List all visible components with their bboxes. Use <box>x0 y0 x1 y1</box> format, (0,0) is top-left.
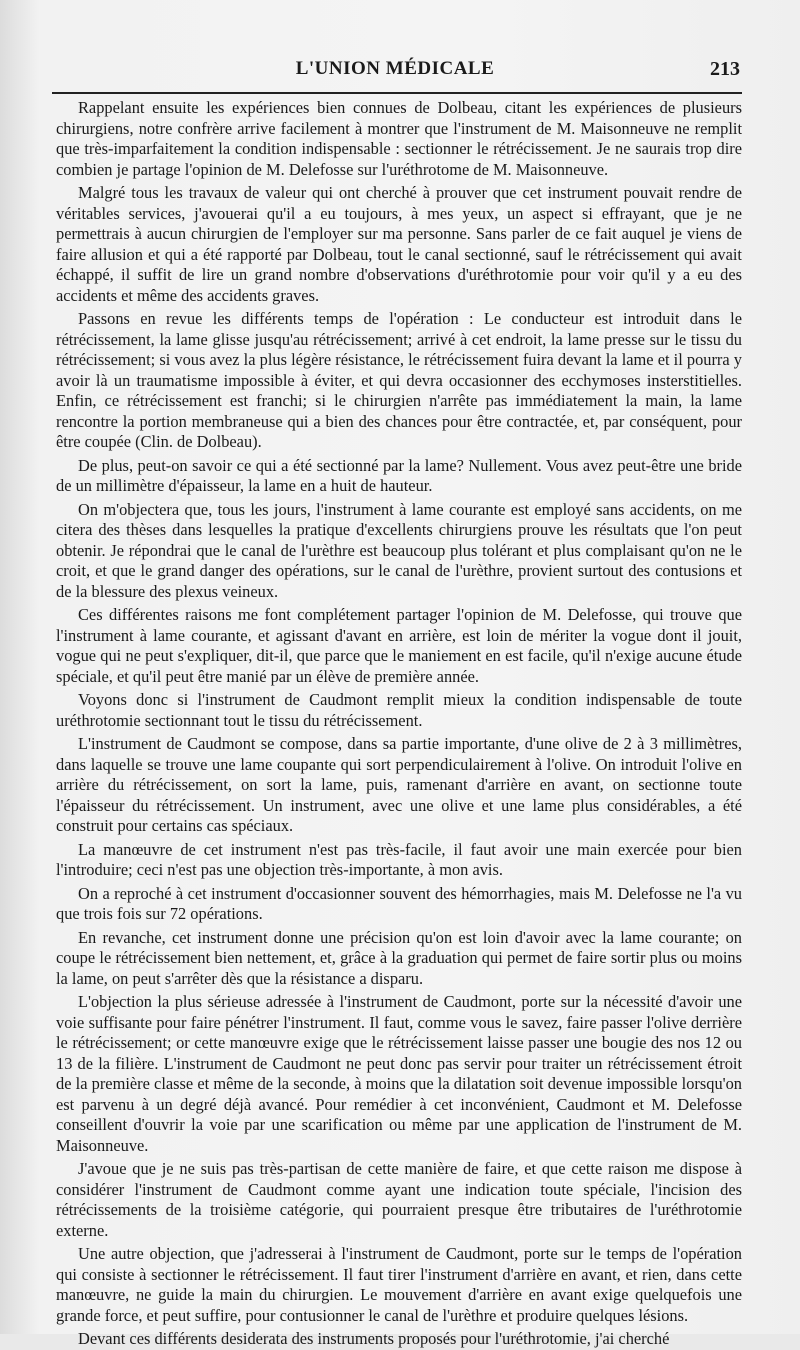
paragraph: Malgré tous les travaux de valeur qui ont cherché à prouver que cet instrument pouvait rendre de véritables services, j'avouerai qu'il a eu toujours, à mes yeux, un aspect si effrayant, que je ne permettrais à aucun chirurgien de l'employer sur ma personne. Sans parler de ce fait auquel je viens de faire allusion et qui a été rapporté par Dolbeau, tout le canal sectionné, sauf le rétrécissement qui avait échappé, il suffit de lire un grand nombre d'observations d'uréthrotomie pour voir qu'il y a eu des accidents et même des accidents graves. <box>56 183 742 305</box>
journal-title: L'UNION MÉDICALE <box>295 58 495 79</box>
paragraph: La manœuvre de cet instrument n'est pas très-facile, il faut avoir une main exercée pour bien l'introduire; ceci n'est pas une objection très-importante, à mon avis. <box>56 839 742 879</box>
paragraph: De plus, peut-on savoir ce qui a été sectionné par la lame? Nullement. Vous avez peut-être une bride de un millimètre d'épaisseur, la lame en a huit de hauteur. <box>56 455 742 495</box>
paragraph: L'instrument de Caudmont se compose, dans sa partie importante, d'une olive de 2 à 3 millimètres, dans laquelle se trouve une lame coupante qui sort perpendiculairement à l'olive. On introduit l'olive en arrière du rétrécissement, on sort la lame, puis, ramenant d'arrière en avant, on sectionne toute l'épaisseur du rétrécissement. Un instrument, avec une olive et une lame plus considérables, a été construit pour certains cas spéciaux. <box>56 734 742 835</box>
paragraph: Ces différentes raisons me font complétement partager l'opinion de M. Delefosse, qui trouve que l'instrument à lame courante, et agissant d'avant en arrière, est loin de mériter la vogue dont il jouit, vogue qui ne peut s'expliquer, dit-il, que parce que le maniement en est facile, qu'il n'exige aucune étude spéciale, et qu'il peut être manié par un élève de première année. <box>56 605 742 686</box>
paragraph: Devant ces différents desiderata des instruments proposés pour l'uréthrotomie, j'ai cherché <box>78 1329 670 1348</box>
paragraph: On a reproché à cet instrument d'occasionner souvent des hémorrhagies, mais M. Delefosse ne l'a vu que trois fois sur 72 opérations. <box>56 883 742 923</box>
page-number: 213 <box>710 58 740 80</box>
paragraph: On m'objectera que, tous les jours, l'instrument à lame courante est employé sans accidents, on me citera des thèses dans lesquelles la pratique d'excellents chirurgiens prouve les résultats que l'on peut obtenir. Je répondrai que le canal de l'urèthre est beaucoup plus tolérant et plus complaisant qu'on ne le croit, et que le grand danger des opérations, sur le canal de l'urèthre, provient surtout des contusions et de la blessure des plexus veineux. <box>56 499 742 601</box>
paragraph: Voyons donc si l'instrument de Caudmont remplit mieux la condition indispensable de toute uréthrotomie sectionnant tout le tissu du rétrécissement. <box>56 690 742 730</box>
paragraph: En revanche, cet instrument donne une précision qu'on est loin d'avoir avec la lame courante; on coupe le rétrécissement bien nettement, et, grâce à la graduation qui permet de faire sortir plus ou moins la lame, on peut s'arrêter dès que la résistance a disparu. <box>56 927 742 988</box>
running-header <box>50 58 740 88</box>
paragraph: Une autre objection, que j'adresserai à l'instrument de Caudmont, porte sur le temps de l'opération qui consiste à sectionner le rétrécissement. Il faut tirer l'instrument d'arrière en avant, et rien, dans cette manœuvre, ne guide la main du chirurgien. Le mouvement d'arrière en avant exige quelquefois une grande force, et peut suffire, pour contusionner le canal de l'urèthre et produire quelques lésions. <box>56 1244 742 1325</box>
paragraph: Rappelant ensuite les expériences bien connues de Dolbeau, citant les expériences de plusieurs chirurgiens, notre confrère arrive facilement à montrer que l'instrument de M. Maisonneuve ne remplit que très-imparfaitement la condition indispensable : sectionner le rétrécissement. Je ne saurais trop dire combien je partage l'opinion de M. Delefosse sur l'uréthrotome de M. Maisonneuve. <box>56 98 742 179</box>
article-body <box>56 98 742 1350</box>
paragraph: J'avoue que je ne suis pas très-partisan de cette manière de faire, et que cette raison me dispose à considérer l'instrument de Caudmont comme ayant une indication toute spéciale, l'incision des rétrécissements de la troisième catégorie, qui pourraient presque être tributaires de l'uréthrotomie externe. <box>56 1159 742 1240</box>
paragraph: Passons en revue les différents temps de l'opération : Le conducteur est introduit dans le rétrécissement, la lame glisse jusqu'au rétrécissement; arrivé à cet endroit, la lame presse sur le tissu du rétrécissement; si vous avez la plus légère résistance, le rétrécissement fuira devant la lame et il pourra y avoir là un traumatisme impossible à éviter, et qui devra occasionner des ecchymoses insterstitielles. Enfin, ce rétrécissement est franchi; si le chirurgien n'arrête pas immédiatement la main, la lame rencontre la portion membraneuse qui a bien des chances pour être contractée, et, par conséquent, pour être coupée (Clin. de Dolbeau). <box>56 309 742 451</box>
header-rule <box>52 92 742 94</box>
paragraph: L'objection la plus sérieuse adressée à l'instrument de Caudmont, porte sur la nécessité d'avoir une voie suffisante pour faire pénétrer l'instrument. Il faut, comme vous le savez, faire passer l'olive derrière le rétrécissement; or cette manœuvre exige que le rétrécissement laisse passer une bougie des nos 12 ou 13 de la filière. L'instrument de Caudmont ne peut donc pas servir pour traiter un rétrécissement étroit de la première classe et même de la seconde, à moins que la dilatation soit devenue impossible lorsqu'on est parvenu à un degré déjà avancé. Pour remédier à cet inconvénient, Caudmont et M. Delefosse conseillent d'ouvrir la voie par une scarification ou même par une application de l'instrument de M. Maisonneuve. <box>56 992 742 1155</box>
